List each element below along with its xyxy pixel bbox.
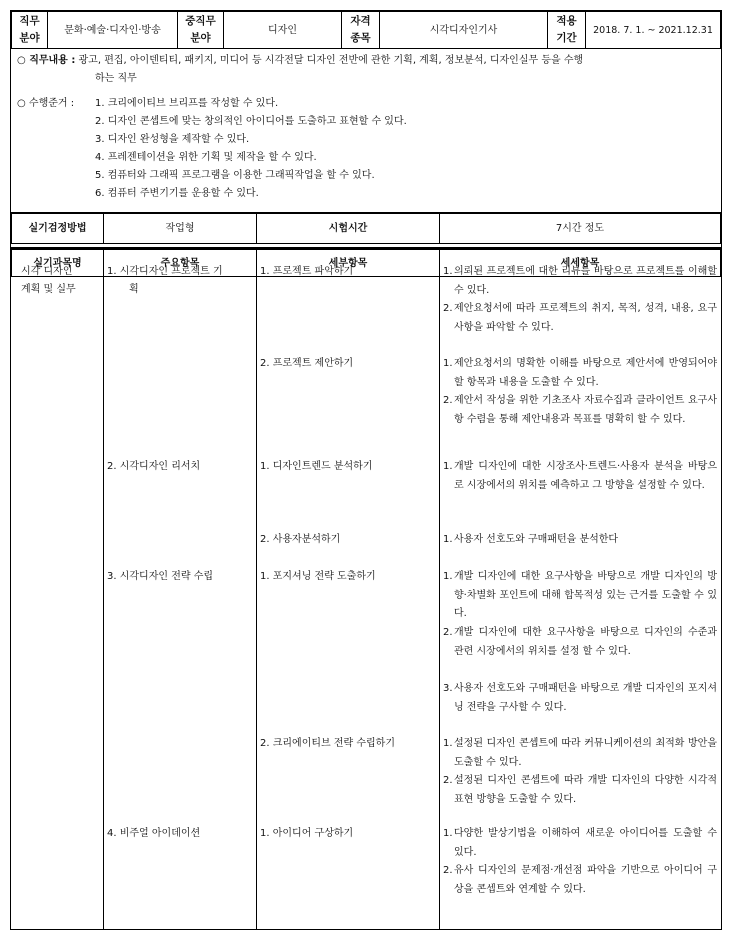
main-item: 3. 시각디자인 전략 수립 [107,571,214,582]
sub-item: 2. 프로젝트 제안하기 [260,358,354,369]
detail-text: 개발 디자인에 대한 요구사항을 바탕으로 디자인의 수준과 관련 시장에서의 위치를 설정 할 수 있다. [454,627,717,657]
detail-text: 개발 디자인에 대한 요구사항을 바탕으로 개발 디자인의 방향·차별화 포인트에 대해 합목적성 있는 근거를 도출할 수 있다. [454,571,717,619]
main-item: 4. 비주얼 아이데이션 [107,828,201,839]
detail-text: 제안요청서의 명확한 이해를 바탕으로 제안서에 반영되어야할 항목과 내용을 도출할 수 있다. [454,358,717,388]
perform-item: 4. 프레젠테이션을 위한 기획 및 제작을 할 수 있다. [95,152,317,163]
exam-method-value: 작업형 [104,214,257,244]
perform-item: 2. 디자인 콘셉트에 맞는 창의적인 아이디어를 도출하고 표현할 수 있다. [95,116,407,127]
sub-item: 1. 포지셔닝 전략 도출하기 [260,571,376,582]
detail-number: 1. [443,266,453,277]
detail-number: 1. [443,358,453,369]
subject-line: 계획 및 실무 [21,284,76,295]
detail-item [443,300,717,337]
subfield-value: 디자인 [224,12,342,49]
content-body [11,263,721,929]
duty-line [17,52,583,70]
detail-item [443,772,717,809]
detail-number: 2. [443,303,453,314]
duty-label: ○ 직무내용 : [17,55,76,66]
detail-item [443,680,717,717]
detail-item [443,568,717,624]
sub-item: 1. 디자인트렌드 분석하기 [260,461,373,472]
main-item-line: 1. 시각디자인 프로젝트 기 [107,266,223,277]
detail-number: 2. [443,627,453,638]
header-table [11,11,721,49]
sub-item: 2. 크리에이티브 전략 수립하기 [260,738,395,749]
sub-item: 2. 사용자분석하기 [260,534,341,545]
qualification-value: 시각디자인기사 [380,12,548,49]
detail-text: 설정된 디자인 콘셉트에 따라 개발 디자인의 다양한 시각적 표현 방향을 도출할 수 있다. [454,775,717,805]
detail-text: 제안서 작성을 위한 기초조사 자료수집과 클라이언트 요구사항 수렴을 통해 제안내용과 목표를 명확히 할 수 있다. [454,395,717,425]
period-value: 2018. 7. 1. ~ 2021.12.31 [586,12,721,49]
perform-label: ○ 수행준거 : [17,98,75,109]
main-item: 2. 시각디자인 리서치 [107,461,201,472]
main-item-line: 획 [129,284,139,295]
detail-text: 사용자 선호도와 구매패턴을 분석한다 [454,534,619,545]
detail-item [443,624,717,661]
detail-text: 다양한 발상기법을 이해하여 새로운 아이디어를 도출할 수 있다. [454,828,717,858]
detail-number: 2. [443,395,453,406]
column-header-sub: 세부항목 [257,250,440,277]
detail-text: 유사 디자인의 문제점·개선점 파악을 기반으로 아이디어 구상을 콘셉트와 연계할 수 있다. [454,865,717,895]
detail-number: 3. [443,683,453,694]
description-block [11,49,721,213]
detail-item [443,825,717,862]
column-divider [11,263,104,929]
field-label: 직무 분야 [12,12,48,49]
detail-text: 개발 디자인에 대한 시장조사·트렌드·사용자 분석을 바탕으로 시장에서의 위치를 예측하고 그 방향을 설정할 수 있다. [454,461,717,491]
detail-item [443,458,717,495]
exam-time-label: 시험시간 [257,214,440,244]
detail-item [443,531,717,550]
duty-text: 광고, 편집, 아이덴티티, 패키지, 미디어 등 시각전달 디자인 전반에 관한 기획, 계획, 정보분석, 디자인실무 등을 수행 [78,55,584,66]
detail-item [443,263,717,300]
perform-item: 1. 크리에이티브 브리프를 작성할 수 있다. [95,98,279,109]
subject-name [21,263,76,299]
detail-text: 의뢰된 프로젝트에 대한 리뷰를 바탕으로 프로젝트를 이해할 수 있다. [454,266,717,296]
column-header-main: 주요항목 [104,250,257,277]
perform-item: 5. 컴퓨터와 그래픽 프로그램을 이용한 그래픽작업을 할 수 있다. [95,170,375,181]
detail-number: 1. [443,828,453,839]
perform-item: 3. 디자인 완성형을 제작할 수 있다. [95,134,250,145]
period-label: 적용 기간 [548,12,586,49]
detail-item [443,392,717,429]
detail-item [443,355,717,392]
subfield-label: 중직무 분야 [178,12,224,49]
duty-text-cont: 하는 직무 [95,73,137,84]
detail-item [443,862,717,899]
detail-text: 설정된 디자인 콘셉트에 따라 커뮤니케이션의 최적화 방안을 도출할 수 있다. [454,738,717,768]
detail-number: 1. [443,571,453,582]
exam-method-label: 실기검정방법 [12,214,104,244]
exam-standard-document [10,10,722,930]
exam-method-table [11,213,721,244]
field-value: 문화·예술·디자인·방송 [48,12,178,49]
detail-number: 2. [443,865,453,876]
column-header-subject: 실기과목명 [12,250,104,277]
column-header-detail: 세세항목 [440,250,721,277]
sub-item: 1. 아이디어 구상하기 [260,828,354,839]
main-item [107,263,251,299]
detail-number: 1. [443,534,453,545]
perform-item: 6. 컴퓨터 주변기기를 운용할 수 있다. [95,188,259,199]
detail-text: 사용자 선호도와 구매패턴을 바탕으로 개발 디자인의 포지셔닝 전략을 구사할 수 있다. [454,683,717,713]
detail-item [443,735,717,772]
qualification-label: 자격 종목 [342,12,380,49]
subject-line: 시각 디자인 [21,266,73,277]
detail-number: 2. [443,775,453,786]
detail-text: 제안요청서에 따라 프로젝트의 취지, 목적, 성격, 내용, 요구사항을 파악할 수 있다. [454,303,717,333]
detail-number: 1. [443,738,453,749]
detail-number: 1. [443,461,453,472]
exam-time-value: 7시간 정도 [440,214,721,244]
sub-item: 1. 프로젝트 파악하기 [260,266,354,277]
